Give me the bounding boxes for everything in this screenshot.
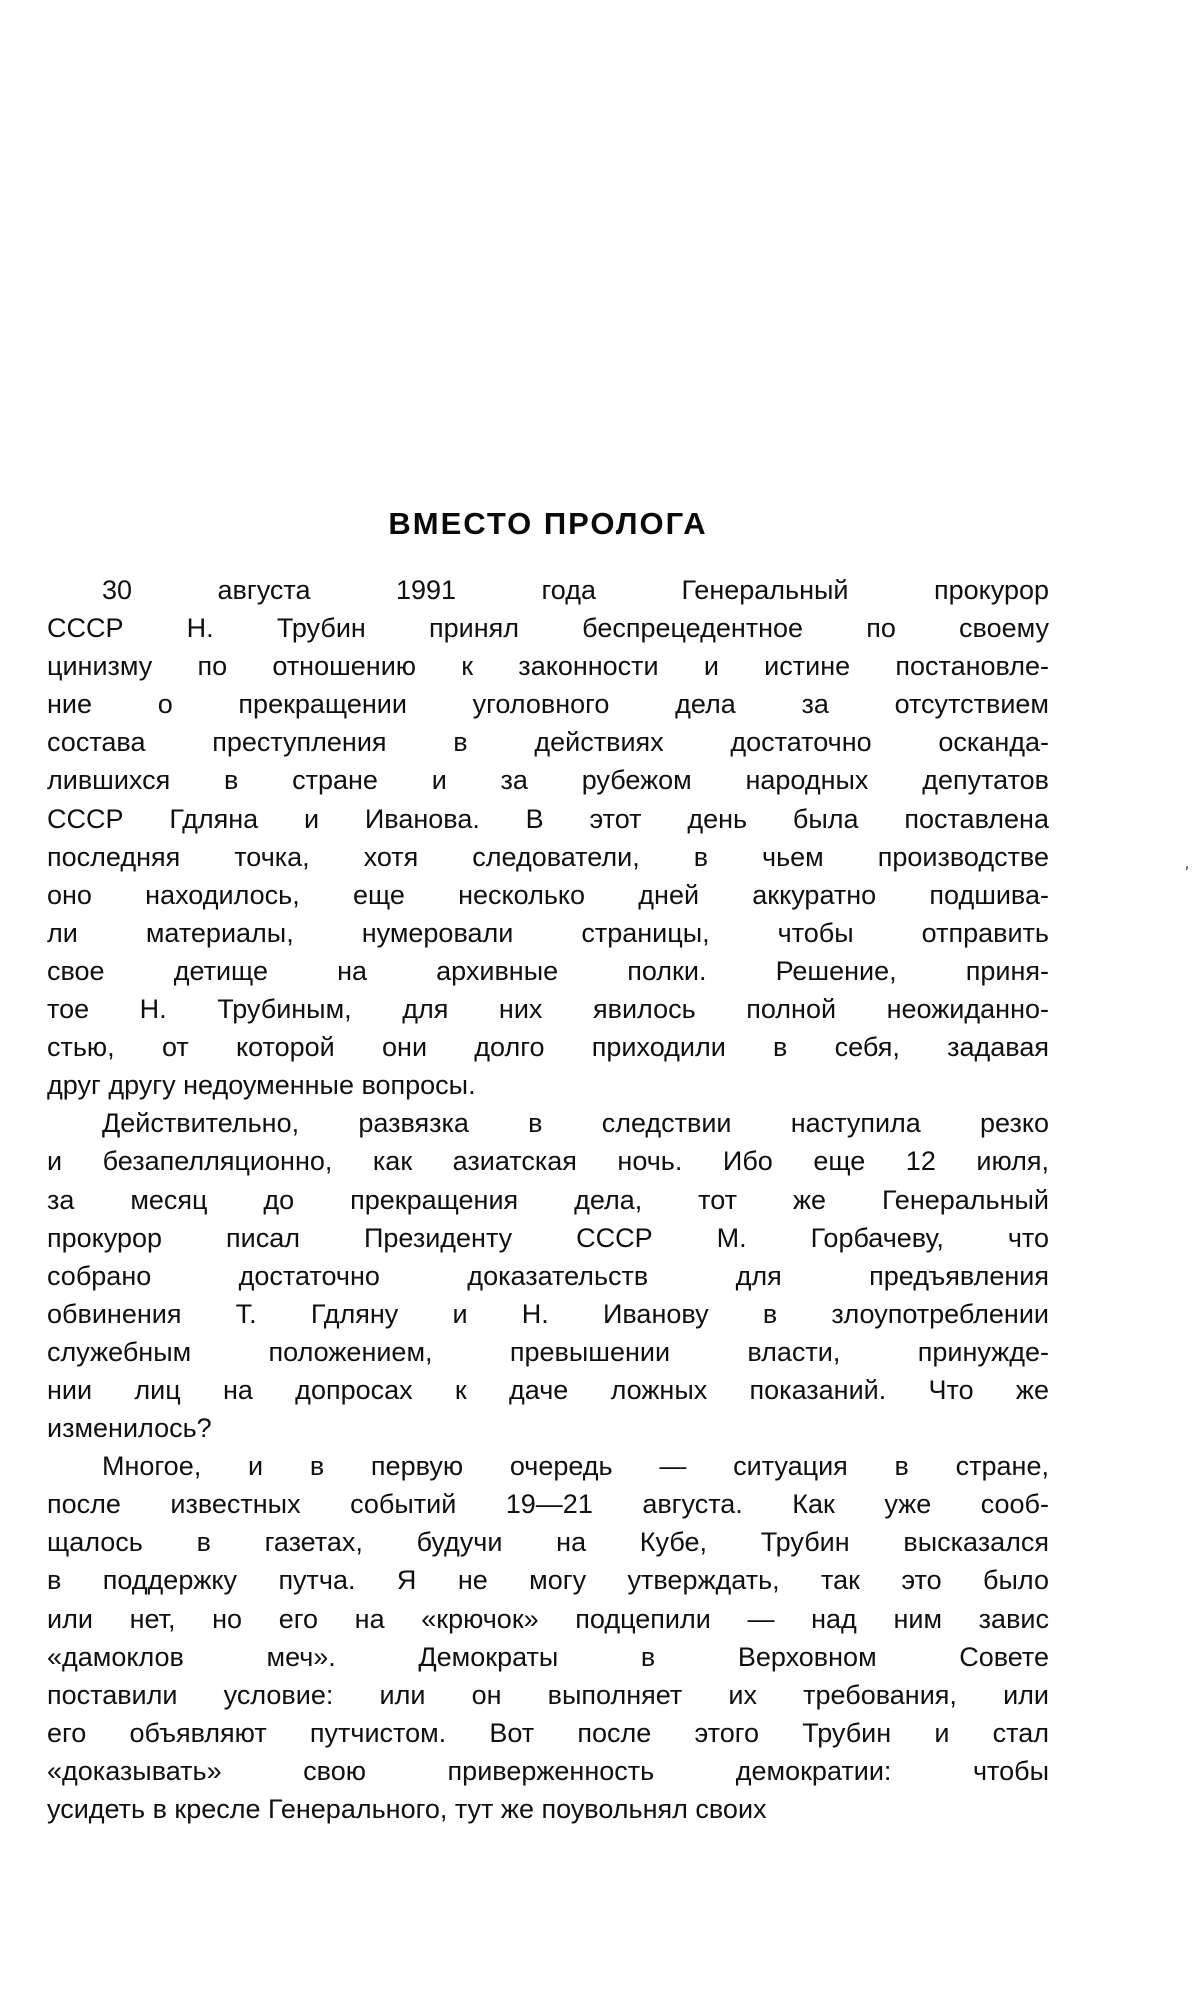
text-line: «дамоклов меч». Демократы в Верховном Совете bbox=[47, 1641, 1049, 1672]
text-line: Многое, и в первую очередь — ситуация в стране, bbox=[102, 1451, 1049, 1482]
text-line: щалось в газетах, будучи на Кубе, Трубин высказался bbox=[47, 1527, 1049, 1558]
text-line: оно находилось, еще несколько дней аккуратно подшива- bbox=[47, 879, 1049, 910]
text-line: служебным положением, превышении власти, принужде- bbox=[47, 1336, 1049, 1367]
text-line: 30 августа 1991 года Генеральный прокурор bbox=[102, 575, 1049, 605]
text-line: изменилось? bbox=[47, 1413, 212, 1444]
text-line: ли материалы, нумеровали страницы, чтобы отправить bbox=[47, 917, 1049, 948]
text-line: или нет, но его на «крючок» подцепили — над ним завис bbox=[47, 1603, 1049, 1634]
text-line: друг другу недоуменные вопросы. bbox=[47, 1070, 476, 1101]
text-line: цинизму по отношению к законности и истине постановле- bbox=[47, 651, 1049, 682]
text-line: обвинения Т. Гдляну и Н. Иванову в злоупотреблении bbox=[47, 1298, 1049, 1329]
text-line: ние о прекращении уголовного дела за отсутствием bbox=[47, 689, 1049, 720]
text-line: и безапелляционно, как азиатская ночь. Ибо еще 12 июля, bbox=[47, 1146, 1049, 1177]
text-line: прокурор писал Президенту СССР М. Горбачеву, что bbox=[47, 1222, 1049, 1253]
text-line: СССР Гдляна и Иванова. В этот день была поставлена bbox=[47, 803, 1049, 834]
text-line: в поддержку путча. Я не могу утверждать, так это было bbox=[47, 1565, 1049, 1596]
body-text bbox=[47, 571, 1049, 1828]
text-line: его объявляют путчистом. Вот после этого Трубин и стал bbox=[47, 1717, 1049, 1748]
text-line: «доказывать» свою приверженность демократии: чтобы bbox=[47, 1755, 1049, 1786]
text-line: свое детище на архивные полки. Решение, приня- bbox=[47, 955, 1049, 986]
text-line: последняя точка, хотя следователи, в чьем производстве bbox=[47, 841, 1049, 872]
text-line: стью, от которой они долго приходили в себя, задавая bbox=[47, 1032, 1049, 1063]
text-line: состава преступления в действиях достаточно осканда- bbox=[47, 727, 1049, 758]
text-line: тое Н. Трубиным, для них явилось полной неожиданно- bbox=[47, 994, 1049, 1025]
scan-speck-icon: ’ bbox=[1182, 862, 1190, 883]
chapter-title: ВМЕСТО ПРОЛОГА bbox=[388, 506, 708, 541]
text-line: Действительно, развязка в следствии наступила резко bbox=[102, 1108, 1049, 1139]
text-line: собрано достаточно доказательств для предъявления bbox=[47, 1260, 1049, 1291]
text-line: лившихся в стране и за рубежом народных депутатов bbox=[47, 765, 1049, 796]
text-line: усидеть в кресле Генерального, тут же поувольнял своих bbox=[47, 1794, 767, 1824]
text-line: поставили условие: или он выполняет их требования, или bbox=[47, 1679, 1049, 1710]
text-line: после известных событий 19—21 августа. Как уже сооб- bbox=[47, 1489, 1049, 1520]
text-line: нии лиц на допросах к даче ложных показаний. Что же bbox=[47, 1374, 1049, 1405]
text-line: за месяц до прекращения дела, тот же Генеральный bbox=[47, 1184, 1049, 1215]
text-line: СССР Н. Трубин принял беспрецедентное по своему bbox=[47, 613, 1049, 644]
